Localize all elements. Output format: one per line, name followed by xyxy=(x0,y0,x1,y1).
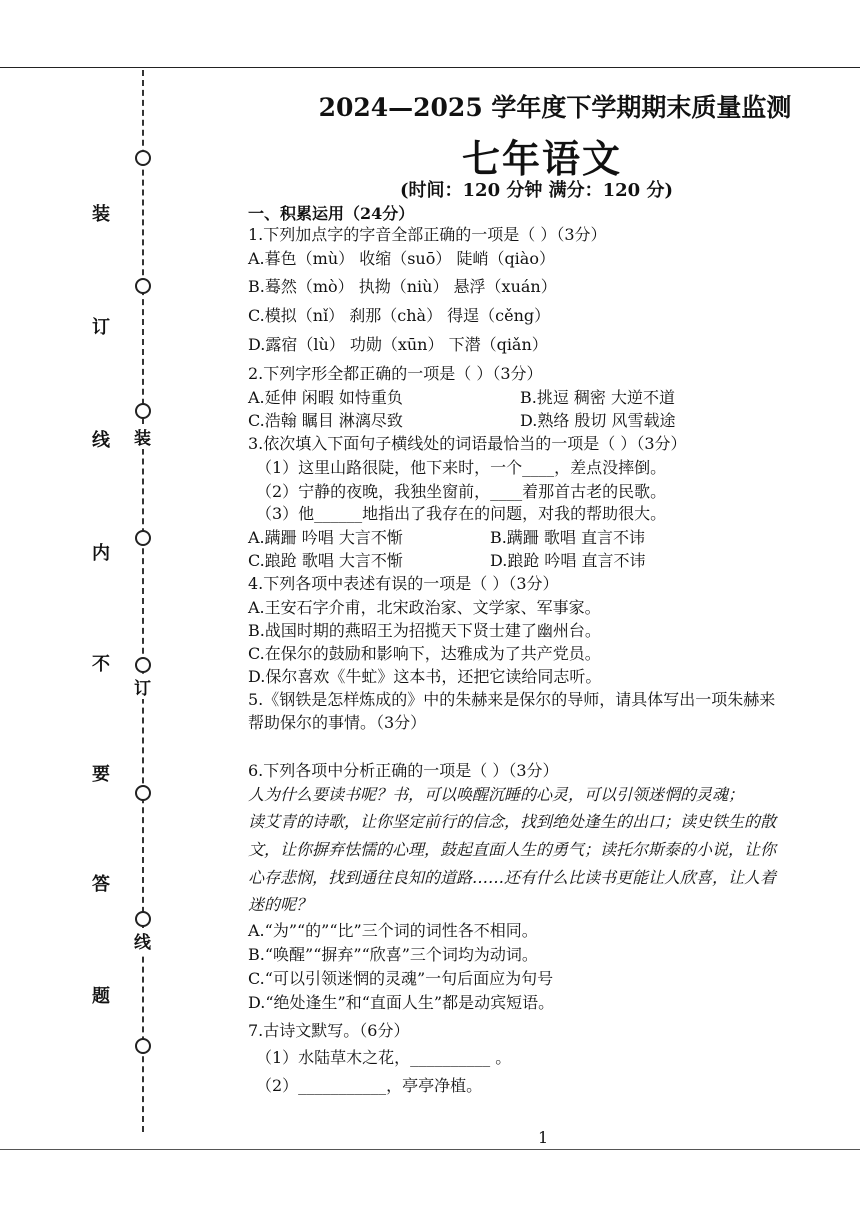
question-2-option-b: B.挑逗 稠密 大逆不道 xyxy=(520,388,676,407)
binding-hole-icon xyxy=(135,657,151,673)
question-6-stem: 6.下列各项中分析正确的一项是（ ）（3分） xyxy=(248,761,559,780)
binding-inner-char: 订 xyxy=(134,674,151,699)
question-3-option-b: B.蹒跚 歌唱 直言不讳 xyxy=(490,528,646,547)
question-7-line: （2）___________，亭亭净植。 xyxy=(256,1076,483,1095)
question-6-option: A.“为”“的”“比”三个词的词性各不相同。 xyxy=(248,921,538,940)
question-1-stem: 1.下列加点字的字音全部正确的一项是（ ）（3分） xyxy=(248,225,607,244)
exam-time-info: (时间：120 分钟 满分：120 分) xyxy=(400,180,673,201)
question-4-option: B.战国时期的燕昭王为招揽天下贤士建了幽州台。 xyxy=(248,621,601,640)
exam-subject: 七年语文 xyxy=(462,136,623,181)
binding-hole-icon xyxy=(135,530,151,546)
binding-char: 内 xyxy=(92,543,110,564)
question-1-option: B.蓦然（mò） 执拗（niù） 悬浮（xuán） xyxy=(248,277,557,296)
question-6-option: C.“可以引领迷惘的灵魂”一句后面应为句号 xyxy=(248,969,554,988)
question-5-stem: 5.《钢铁是怎样炼成的》中的朱赫来是保尔的导师，请具体写出一项朱赫来 xyxy=(248,690,776,709)
question-3-stem: 3.依次填入下面句子横线处的词语最恰当的一项是（ ）（3分） xyxy=(248,434,687,453)
question-3-option-a: A.蹒跚 吟唱 大言不惭 xyxy=(248,528,403,547)
binding-char: 订 xyxy=(92,317,110,338)
bottom-rule xyxy=(0,1149,860,1150)
reading-passage-line: 人为什么要读书呢？书，可以唤醒沉睡的心灵，可以引领迷惘的灵魂； xyxy=(248,785,745,804)
question-2-option-d: D.熟络 殷切 风雪载途 xyxy=(520,411,676,430)
binding-char: 答 xyxy=(92,874,110,895)
binding-hole-icon xyxy=(135,911,151,927)
question-7-line: （1）水陆草木之花，__________ 。 xyxy=(256,1048,512,1067)
question-4-option: A.王安石字介甫，北宋政治家、文学家、军事家。 xyxy=(248,598,601,617)
exam-title: 2024—2025 学年度下学期期末质量监测 xyxy=(318,93,792,122)
binding-dashed-line xyxy=(142,70,144,1132)
question-3-sentence: （2）宁静的夜晚，我独坐窗前，____着那首古老的民歌。 xyxy=(256,482,667,501)
question-3-option-d: D.踉跄 吟唱 直言不讳 xyxy=(490,551,646,570)
binding-char: 要 xyxy=(92,764,110,785)
question-2-option-a: A.延伸 闲暇 如恃重负 xyxy=(248,388,403,407)
question-4-stem: 4.下列各项中表述有误的一项是（ ）（3分） xyxy=(248,574,559,593)
question-6-option: B.“唤醒”“摒弃”“欣喜”三个词均为动词。 xyxy=(248,945,538,964)
reading-passage-line: 读艾青的诗歌，让你坚定前行的信念，找到绝处逢生的出口；读史铁生的散 xyxy=(248,812,777,831)
question-2-option-c: C.浩翰 瞩目 淋漓尽致 xyxy=(248,411,403,430)
binding-char: 线 xyxy=(92,430,110,451)
question-4-option: D.保尔喜欢《牛虻》这本书，还把它读给同志听。 xyxy=(248,667,602,686)
reading-passage-line: 迷的呢？ xyxy=(248,895,313,914)
binding-hole-icon xyxy=(135,278,151,294)
question-1-option: C.模拟（nǐ） 刹那（chà） 得逞（cěng） xyxy=(248,306,551,325)
binding-hole-icon xyxy=(135,150,151,166)
question-3-option-c: C.踉跄 歌唱 大言不惭 xyxy=(248,551,403,570)
question-1-option: D.露宿（lù） 功勋（xūn） 下潜（qiǎn） xyxy=(248,335,548,354)
question-2-stem: 2.下列字形全都正确的一项是（ ）（3分） xyxy=(248,364,543,383)
binding-hole-icon xyxy=(135,785,151,801)
binding-inner-char: 线 xyxy=(134,928,151,953)
binding-hole-icon xyxy=(135,403,151,419)
reading-passage-line: 文，让你摒弃怯懦的心理，鼓起直面人生的勇气；读托尔斯泰的小说，让你 xyxy=(248,840,777,859)
binding-hole-icon xyxy=(135,1038,151,1054)
binding-char: 装 xyxy=(92,204,110,225)
page-number: 1 xyxy=(538,1128,549,1147)
top-rule xyxy=(0,67,860,68)
binding-inner-char: 装 xyxy=(134,424,151,449)
question-1-option: A.暮色（mù） 收缩（suō） 陡峭（qiào） xyxy=(248,249,555,268)
binding-char: 题 xyxy=(92,986,110,1007)
question-3-sentence: （3）他______地指出了我存在的问题，对我的帮助很大。 xyxy=(256,504,667,523)
question-4-option: C.在保尔的鼓励和影响下，达雅成为了共产党员。 xyxy=(248,644,601,663)
question-7-stem: 7.古诗文默写。（6分） xyxy=(248,1021,410,1040)
question-6-option: D.“绝处逢生”和“直面人生”都是动宾短语。 xyxy=(248,993,555,1012)
question-5-stem-cont: 帮助保尔的事情。（3分） xyxy=(248,713,427,732)
section-heading: 一、积累运用（24分） xyxy=(248,204,415,223)
question-3-sentence: （1）这里山路很陡，他下来时，一个____，差点没摔倒。 xyxy=(256,458,667,477)
reading-passage-line: 心存悲悯，找到通往良知的道路……还有什么比读书更能让人欣喜，让人着 xyxy=(248,868,777,887)
binding-char: 不 xyxy=(92,654,110,675)
